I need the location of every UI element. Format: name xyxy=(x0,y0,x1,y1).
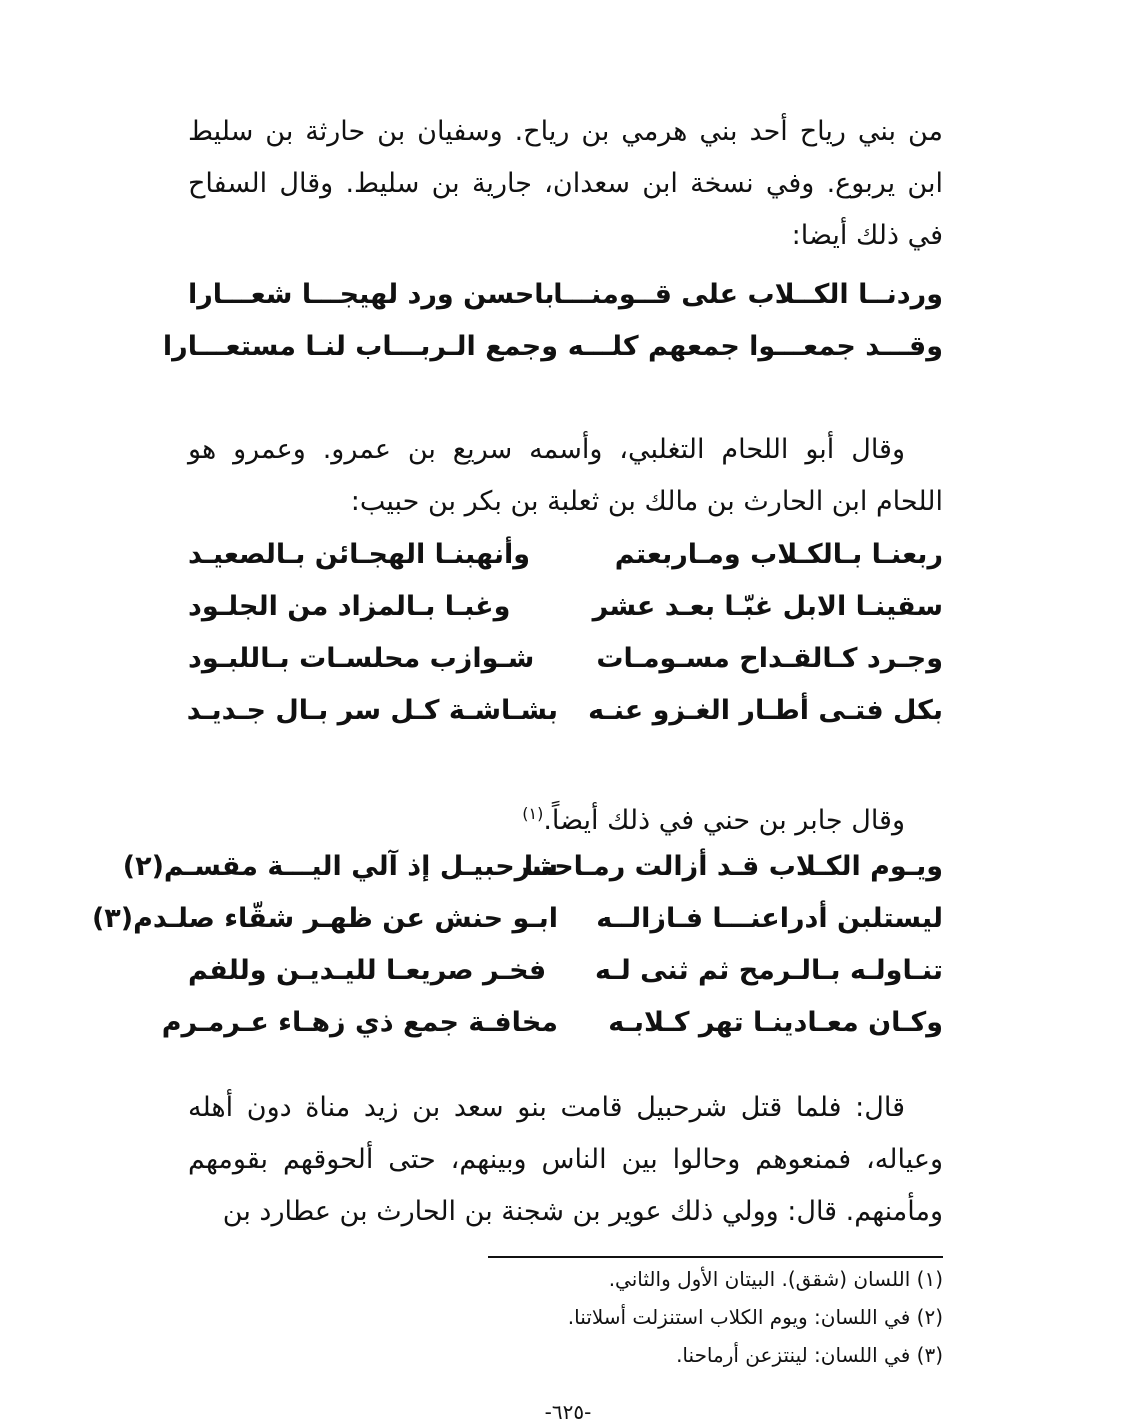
footnote-3: (٣) في اللسان: لينتزعن أرماحنا. xyxy=(676,1343,943,1367)
verse-second-hemistich: باحسن ورد لهيجـــا شعـــارا xyxy=(188,278,555,310)
paragraph-jabir-line xyxy=(188,788,943,847)
verse-first-hemistich: سقينـا الابل غبّـا بعـد عشر xyxy=(592,590,943,622)
verse-line xyxy=(122,840,943,892)
verse-second-hemistich: مخافـة جمع ذي زهـاء عـرمـرم xyxy=(161,1006,558,1038)
verse-line xyxy=(162,320,943,372)
verse-second-hemistich: وجمع الـربـــاب لنـا مستعـــارا xyxy=(162,330,558,362)
verse-line xyxy=(91,892,943,944)
verse-first-hemistich: وجـرد كـالقـداح مسـومـات xyxy=(596,642,943,674)
footnote-2: (٢) في اللسان: ويوم الكلاب استنزلت أسلاتنا. xyxy=(567,1305,943,1329)
verse-line xyxy=(188,632,943,684)
verse-second-hemistich: شرحبيـل إذ آلي اليـــة مقسـم(٢) xyxy=(122,850,558,882)
verse-first-hemistich: ويـوم الكـلاب قـد أزالت رمـاحنـا xyxy=(523,850,943,882)
paragraph-jabir-text: وقال جابر بن حني في ذلك أيضاً. xyxy=(543,805,905,836)
paragraph-intro-text: من بني رياح أحد بني هرمي بن رياح. وسفيان بن حارثة بن سليط ابن يربوع. وفي نسخة ابن سعدان، جارية بن سليط. وقال السفاح في ذلك أيضا: xyxy=(188,116,943,251)
verse-first-hemistich: وردنــا الكــلاب على قــومنـــا xyxy=(553,278,943,310)
verse-first-hemistich: ليستلبن أدراعنـــا فـازالــه xyxy=(596,902,943,934)
verse-second-hemistich: بشـاشـة كـل سر بـال جـديـد xyxy=(186,694,558,726)
paragraph-abu-al-lahham-text: وقال أبو اللحام التغلبي، وأسمه سريع بن عمرو. وعمرو هو اللحام ابن الحارث بن مالك بن ثعلبة بن بكر بن حبيب: xyxy=(188,434,943,517)
paragraph-sharahbil-text: قال: فلما قتل شرحبيل قامت بنو سعد بن زيد مناة دون أهله وعياله، فمنعوهم وحالوا بين الناس وبينهم، حتى ألحوقهم بقومهم ومأمنهم. قال: وولي ذلك عوير بن شجنة بن الحارث بن عطارد بن xyxy=(188,1092,943,1227)
footnote-divider xyxy=(488,1256,943,1258)
verse-first-hemistich: بكل فتـى أطـار الغـزو عنـه xyxy=(588,694,943,726)
paragraph-sharahbil xyxy=(188,1082,943,1238)
verse-second-hemistich: ابـو حنش عن ظهـر شقّاء صلـدم(٣) xyxy=(91,902,558,934)
verse-second-hemistich: فخـر صريعـا لليـديـن وللفم xyxy=(188,954,547,986)
verse-first-hemistich: وقـــد جمعـــوا جمعهم كلـــه xyxy=(567,330,943,362)
verse-line xyxy=(161,996,943,1048)
verse-first-hemistich: ربعنـا بـالكـلاب ومـاربعتم xyxy=(614,538,943,570)
verse-second-hemistich: وغبـا بـالمزاد من الجلـود xyxy=(188,590,511,622)
verse-second-hemistich: شـوازب محلسـات بـاللبـود xyxy=(188,642,535,674)
page-number: -٦٢٥- xyxy=(544,1400,592,1424)
footnote-ref-1[interactable]: (١) xyxy=(522,804,544,823)
verse-line xyxy=(188,528,943,580)
verse-first-hemistich: تنـاولـه بـالـرمح ثم ثنى لـه xyxy=(594,954,943,986)
verse-line xyxy=(188,944,943,996)
verse-line xyxy=(188,580,943,632)
verse-line xyxy=(188,684,943,736)
paragraph-abu-al-lahham xyxy=(188,424,943,528)
verse-line xyxy=(188,268,943,320)
paragraph-jabir xyxy=(188,788,943,847)
footnote-1: (١) اللسان (شقق). البيتان الأول والثاني. xyxy=(608,1267,943,1291)
paragraph-intro xyxy=(188,106,943,262)
verse-first-hemistich: وكـان معـادينـا تهر كـلابـه xyxy=(608,1006,943,1038)
verse-second-hemistich: وأنهبنـا الهجـائن بـالصعيـد xyxy=(188,538,531,570)
